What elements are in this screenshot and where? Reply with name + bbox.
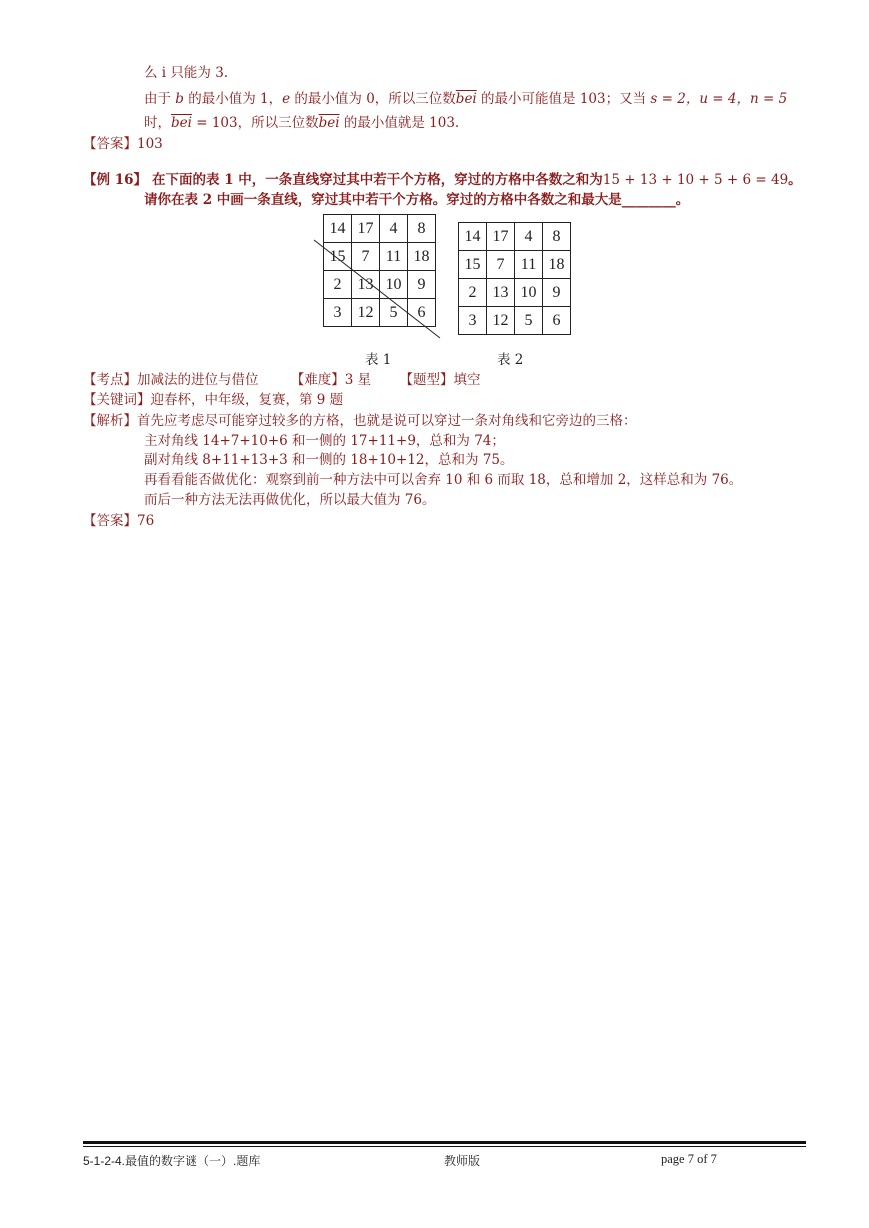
grid-cell: 6 [408, 299, 436, 327]
answer-value: 103 [137, 136, 163, 152]
kaodian-value: 加减法的进位与借位 [137, 372, 259, 388]
grid-cell: 17 [487, 223, 515, 251]
question-text: 在下面的表 1 中，一条直线穿过其中若干个方格，穿过的方格中各数之和为 [152, 172, 603, 188]
grid-cell: 13 [352, 271, 380, 299]
text-span: 的最小值为 1， [183, 91, 283, 107]
footer-left: 5-1-2-4.最值的数字谜（一）.题库 [83, 1154, 261, 1168]
nandu-value: 3 星 [344, 372, 372, 388]
footer-rule-thick [83, 1141, 806, 1144]
grid-cell: 10 [380, 271, 408, 299]
analysis-answer [83, 509, 154, 529]
grid-cell: 9 [543, 279, 571, 307]
grid-cell: 4 [380, 215, 408, 243]
grid-cell: 6 [543, 307, 571, 335]
keywords-label: 【关键词】 [83, 392, 151, 408]
table-1-diagonal-line [0, 0, 869, 400]
grid-cell: 13 [487, 279, 515, 307]
footer-right: page 7 of 7 [661, 1152, 717, 1166]
keywords-value: 迎春杯，中年级，复赛，第 9 题 [150, 392, 344, 408]
analysis-line-5: 而后一种方法无法再做优化，所以最大值为 76。 [144, 492, 436, 508]
crossing-line [314, 240, 440, 338]
prev-line-1: 么 i 只能为 3. [144, 65, 229, 81]
grid-cell: 11 [515, 251, 543, 279]
grid-cell: 7 [487, 251, 515, 279]
grid-cell: 3 [459, 307, 487, 335]
grid-cell: 8 [543, 223, 571, 251]
keywords-line [83, 388, 343, 408]
text-span: 的最小值为 0，所以三位数 [290, 91, 456, 107]
answer-label: 【答案】 [83, 136, 137, 152]
var-values: s = 2，u = 4，n = 5 [650, 91, 788, 107]
grid-cell: 8 [408, 215, 436, 243]
var-b: b [175, 91, 184, 107]
grid-cell: 12 [487, 307, 515, 335]
grid-cell: 7 [352, 243, 380, 271]
footer-center: 教师版 [444, 1154, 481, 1168]
grid-cell: 17 [352, 215, 380, 243]
text-span: 的最小可能值是 103；又当 [476, 91, 651, 107]
question-text: 。 [788, 172, 802, 188]
grid-cell: 9 [408, 271, 436, 299]
grid-cell: 18 [408, 243, 436, 271]
overline-bei: $\overline{bei}$ [171, 115, 192, 131]
table-row [459, 223, 571, 251]
analysis-line-4: 再看看能否做优化：观察到前一种方法中可以舍弃 10 和 6 而取 18，总和增加 2，这样总和为 76。 [144, 472, 743, 488]
answer-value: 76 [137, 513, 155, 529]
table-row [459, 279, 571, 307]
table-2-caption: 表 2 [497, 352, 524, 368]
grid-cell: 18 [543, 251, 571, 279]
overline-bei: $\overline{bei}$ [318, 115, 340, 131]
tixing-label: 【题型】 [399, 372, 454, 388]
grid-cell: 10 [515, 279, 543, 307]
text-span: 时， [144, 115, 171, 131]
overline-bei: $\overline{bei}$ [455, 91, 477, 107]
meta-line [83, 368, 480, 388]
kaodian-label: 【考点】 [83, 372, 137, 388]
answer-label: 【答案】 [83, 513, 137, 529]
grid-cell: 11 [380, 243, 408, 271]
table-2-grid [458, 222, 571, 335]
grid-cell: 12 [352, 299, 380, 327]
text-span: 由于 [144, 91, 176, 107]
var-e: e [282, 91, 291, 107]
analysis-line-2: 主对角线 14+7+10+6 和一侧的 17+11+9，总和为 74； [144, 433, 505, 449]
text-span: = 103，所以三位数 [191, 115, 319, 131]
grid-cell: 15 [459, 251, 487, 279]
example-label: 【例 16】 [83, 172, 147, 188]
question-line-2: 请你在表 2 中画一条直线，穿过其中若干个方格。穿过的方格中各数之和最大是________。 [144, 192, 690, 208]
table-1-caption: 表 1 [365, 352, 392, 368]
grid-cell: 2 [324, 271, 352, 299]
grid-cell: 5 [515, 307, 543, 335]
text-span: 的最小值就是 103. [339, 115, 460, 131]
grid-cell: 4 [515, 223, 543, 251]
grid-cell: 2 [459, 279, 487, 307]
grid-cell: 14 [324, 215, 352, 243]
analysis-line-3: 副对角线 8+11+13+3 和一侧的 18+10+12，总和为 75。 [144, 452, 514, 468]
analysis-line-1 [83, 409, 637, 429]
grid-cell: 3 [324, 299, 352, 327]
footer-rule-thin [83, 1146, 806, 1147]
grid-cell: 15 [324, 243, 352, 271]
grid-cell: 14 [459, 223, 487, 251]
question-formula: 15 + 13 + 10 + 5 + 6 = 49 [602, 172, 789, 188]
analysis-label: 【解析】 [83, 413, 137, 429]
tixing-value: 填空 [453, 372, 481, 388]
analysis-text: 首先应考虑尽可能穿过较多的方格，也就是说可以穿过一条对角线和它旁边的三格： [137, 413, 637, 429]
table-row [459, 307, 571, 335]
table-2 [458, 222, 571, 335]
grid-cell: 5 [380, 299, 408, 327]
nandu-label: 【难度】 [290, 372, 345, 388]
table-row [459, 251, 571, 279]
